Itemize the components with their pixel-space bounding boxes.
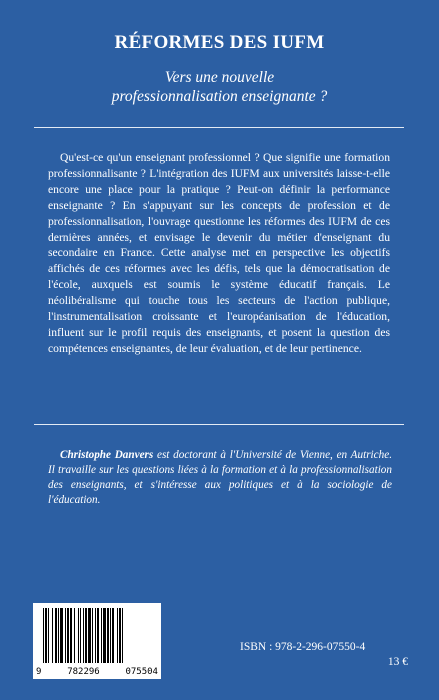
summary-block — [48, 150, 390, 357]
barcode-bar — [103, 608, 106, 663]
barcode — [33, 603, 161, 679]
barcode-bar — [107, 608, 109, 663]
barcode-bar — [60, 608, 63, 663]
isbn-number: ISBN : 978-2-296-07550-4 — [240, 641, 366, 653]
barcode-bars — [33, 603, 161, 667]
author-name: Christophe Danvers — [60, 449, 154, 461]
barcode-bar — [85, 608, 87, 663]
barcode-bar — [58, 608, 59, 663]
subtitle-line-1: Vers une nouvelle — [164, 69, 275, 86]
barcode-bar — [117, 608, 118, 663]
top-divider — [34, 127, 404, 128]
barcode-bar — [95, 608, 96, 663]
barcode-bar — [43, 608, 44, 663]
author-bio-text: est doctorant à l'Université de Vienne, en Autriche. Il travaille sur les questions liées à la formation et à la professionnalisation des enseignants, et s'intéresse aux politiques et à la sociologie de l'éducation. — [48, 449, 392, 506]
barcode-bar — [83, 608, 84, 663]
barcode-bar — [55, 608, 57, 663]
barcode-bar — [80, 608, 81, 663]
barcode-digit-group: 782296 — [67, 667, 100, 677]
barcode-bar — [70, 608, 72, 663]
barcode-digits — [33, 667, 161, 677]
barcode-bar — [101, 608, 102, 663]
barcode-bar — [67, 608, 69, 663]
barcode-bar — [110, 608, 111, 663]
barcode-bar — [112, 608, 114, 663]
barcode-bar — [52, 608, 53, 663]
barcode-bar — [119, 608, 121, 663]
barcode-bar — [122, 608, 123, 663]
barcode-bar — [92, 608, 93, 663]
barcode-bar — [65, 608, 66, 663]
book-price: 13 € — [387, 656, 408, 668]
barcode-bar — [78, 608, 79, 663]
barcode-bar — [45, 608, 47, 663]
barcode-digit-group: 9 — [36, 667, 42, 677]
barcode-bar — [74, 608, 75, 663]
barcode-bar — [97, 608, 99, 663]
barcode-bar — [88, 608, 91, 663]
author-bio — [48, 448, 392, 508]
book-subtitle — [0, 68, 439, 106]
subtitle-line-2: professionnalisation enseignante ? — [111, 88, 328, 105]
bottom-divider — [34, 424, 404, 425]
book-title: RÉFORMES DES IUFM — [114, 32, 325, 53]
barcode-digit-group: 075504 — [125, 667, 158, 677]
barcode-bar — [48, 608, 49, 663]
summary-paragraph: Qu'est-ce qu'un enseignant professionnel ? Que signifie une formation professionnalisante ? L'intégration des IUFM aux universités laisse-t-elle encore une place pour la pratique ? Peut-on définir la performance enseignante ? En s'appuyant sur les concepts de profession et de professionnalisation, l'ouvrage questionne les réformes des IUFM de ces dernières années, et envisage le devenir du métier d'enseignant du secondaire en France. Cette analyse met en perspective les objectifs affichés de ces réformes avec les défis, tels que la démocratisation de l'école, auxquels est soumis le système éducatif français. Le néolibéralisme qui touche tous les secteurs de l'action publique, l'instrumentalisation croissante et l'européanisation de l'éducation, influent sur le profil requis des enseignants, et posent la question des compétences enseignantes, de leur évaluation, et de leur pertinence. — [48, 151, 390, 355]
